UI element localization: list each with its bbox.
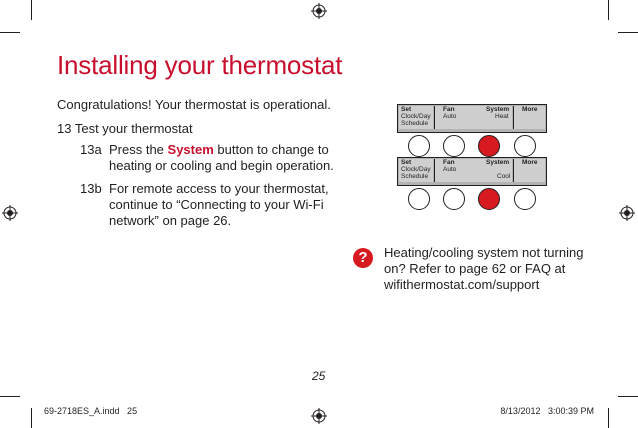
crop-mark bbox=[608, 0, 609, 20]
system-value: Cool bbox=[497, 173, 511, 180]
crop-mark bbox=[0, 396, 20, 397]
crop-mark bbox=[618, 32, 638, 33]
step-text-line: continue to “Connecting to your Wi-Fi bbox=[109, 197, 324, 212]
step-text-line: heating or cooling and begin operation. bbox=[109, 158, 334, 173]
crop-mark bbox=[0, 32, 20, 33]
question-icon: ? bbox=[353, 248, 373, 268]
step-number: 13a bbox=[80, 142, 102, 157]
fan-value: Auto bbox=[443, 113, 457, 120]
fan-label: Fan bbox=[443, 159, 455, 166]
more-button[interactable] bbox=[514, 135, 536, 157]
step-number: 13b bbox=[80, 181, 102, 196]
fan-button[interactable] bbox=[443, 135, 465, 157]
step-text-line: For remote access to your thermostat, bbox=[109, 181, 329, 196]
crop-mark bbox=[31, 408, 32, 428]
set-label: Set bbox=[401, 159, 412, 166]
step-text-line bbox=[109, 142, 329, 158]
system-label: System bbox=[486, 159, 510, 166]
crop-mark bbox=[608, 408, 609, 428]
divider bbox=[434, 106, 435, 129]
page-title: Installing your thermostat bbox=[57, 50, 343, 80]
step-text: button to change to bbox=[213, 142, 329, 157]
clock-day-label: Clock/Day bbox=[401, 166, 431, 173]
slug-timestamp: 8/13/2012 3:00:39 PM bbox=[500, 406, 594, 416]
fan-button[interactable] bbox=[443, 188, 465, 210]
set-label: Set bbox=[401, 106, 412, 113]
thermostat-display-heat bbox=[397, 104, 547, 133]
step-text-line: network” on page 26. bbox=[109, 213, 232, 228]
registration-mark-icon bbox=[619, 205, 635, 221]
crop-mark bbox=[31, 0, 32, 20]
system-value: Heat bbox=[495, 113, 509, 120]
more-label: More bbox=[522, 106, 538, 113]
divider bbox=[434, 159, 435, 182]
help-note-line: on? Refer to page 62 or FAQ at bbox=[384, 261, 566, 276]
set-button[interactable] bbox=[408, 188, 430, 210]
crop-mark bbox=[618, 396, 638, 397]
more-button[interactable] bbox=[514, 188, 536, 210]
more-label: More bbox=[522, 159, 538, 166]
intro-text: Congratulations! Your thermostat is operational. bbox=[57, 97, 331, 112]
schedule-label: Schedule bbox=[401, 120, 429, 127]
page-number: 25 bbox=[312, 369, 326, 383]
set-button[interactable] bbox=[408, 135, 430, 157]
slug-filename: 69-2718ES_A.indd 25 bbox=[44, 406, 138, 416]
system-button-label: System bbox=[167, 142, 214, 157]
step-13-heading: 13 Test your thermostat bbox=[57, 121, 193, 136]
clock-day-label: Clock/Day bbox=[401, 113, 431, 120]
registration-mark-icon bbox=[311, 3, 327, 19]
registration-mark-icon bbox=[311, 408, 327, 424]
step-text: Press the bbox=[109, 142, 168, 157]
system-label: System bbox=[486, 106, 510, 113]
fan-value: Auto bbox=[443, 166, 457, 173]
system-button[interactable] bbox=[478, 188, 500, 210]
fan-label: Fan bbox=[443, 106, 455, 113]
help-note-line: Heating/cooling system not turning bbox=[384, 245, 584, 260]
divider bbox=[513, 106, 514, 129]
schedule-label: Schedule bbox=[401, 173, 429, 180]
thermostat-display-cool bbox=[397, 157, 547, 186]
help-note bbox=[384, 245, 583, 293]
system-button[interactable] bbox=[478, 135, 500, 157]
divider bbox=[513, 159, 514, 182]
registration-mark-icon bbox=[2, 205, 18, 221]
help-note-line: wifithermostat.com/support bbox=[384, 277, 540, 292]
